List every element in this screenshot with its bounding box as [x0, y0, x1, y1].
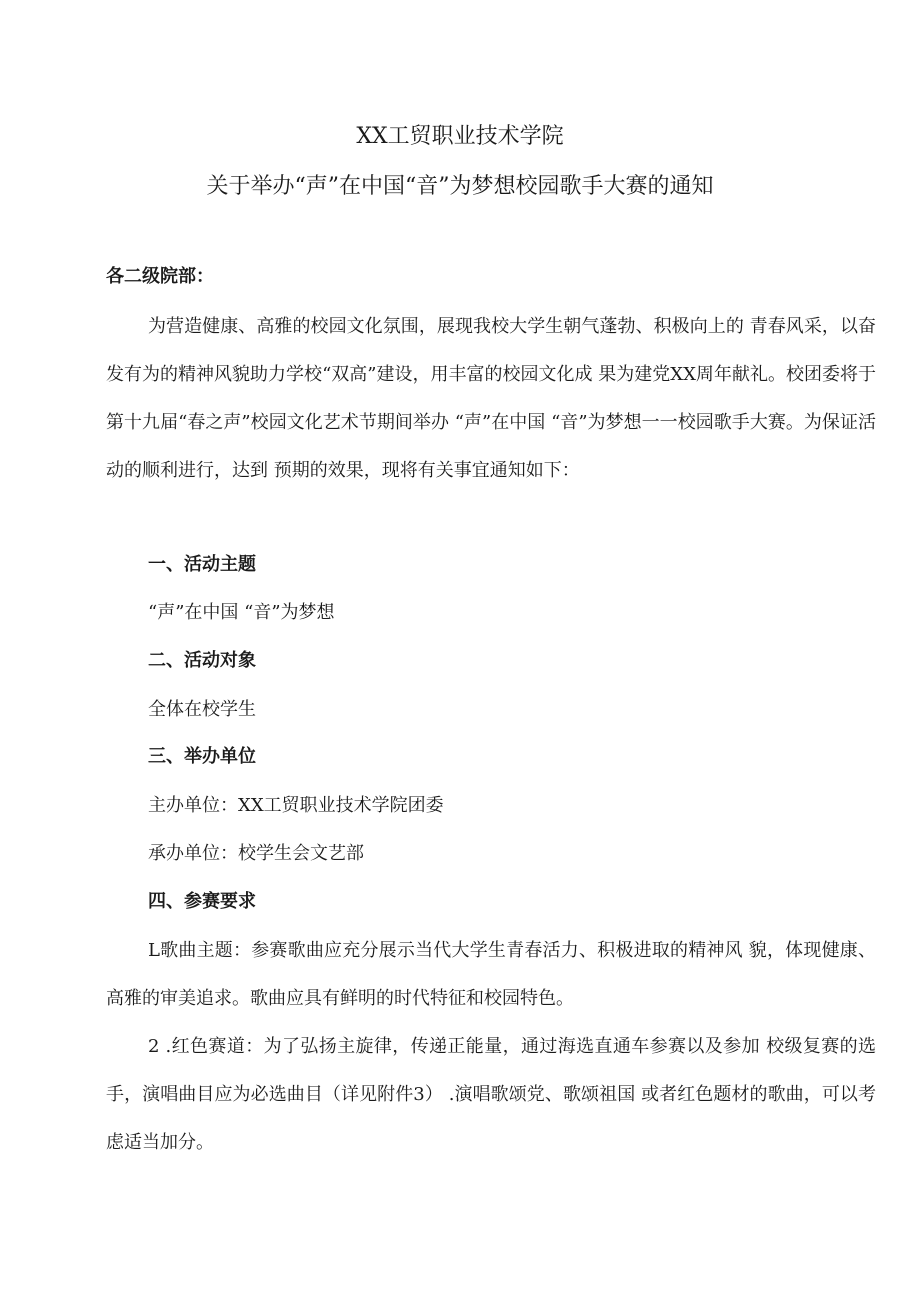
section-heading-requirements: 四、参赛要求: [148, 891, 256, 912]
requirement-paragraph-red-track: 2 .红色赛道：为了弘扬主旋律，传递正能量，通过海选直通车参赛以及参加 校级复赛的选手，演唱曲目应为必选曲目（详见附件3） .演唱歌颂党、歌颂祖国 或者红色题材的歌曲，可以考虑适当加分。: [106, 1036, 876, 1153]
section-text-theme: “声”在中国 “音”为梦想: [148, 602, 335, 623]
document-title-notice: 关于举办“声”在中国“音”为梦想校园歌手大赛的通知: [206, 174, 714, 199]
section-text-organizer: 承办单位：校学生会文艺部: [148, 843, 364, 864]
salutation: 各二级院部：: [106, 266, 214, 287]
section-heading-theme: 一、活动主题: [148, 554, 256, 575]
document-title-institution: XX工贸职业技术学院: [356, 124, 564, 149]
section-heading-organizers: 三、举办单位: [148, 746, 256, 767]
intro-paragraph: 为营造健康、高雅的校园文化氛围，展现我校大学生朝气蓬勃、积极向上的 青春风采，以奋发有为的精神风貌助力学校“双高”建设，用丰富的校园文化成 果为建党XX周年献礼。校团委将于第十九届“春之声”校园文化艺术节期间举办 “声”在中国 “音”为梦想一一校园歌手大赛。为保证活动的顺利进行，达到 预期的效果，现将有关事宜通知如下：: [106, 316, 876, 481]
section-text-host: 主办单位：XX工贸职业技术学院团委: [148, 795, 444, 816]
requirement-paragraph-song-theme: L歌曲主题：参赛歌曲应充分展示当代大学生青春活力、积极进取的精神风 貌，体现健康、高雅的审美追求。歌曲应具有鲜明的时代特征和校园特色。: [106, 940, 876, 1009]
section-text-audience: 全体在校学生: [148, 699, 256, 720]
section-heading-audience: 二、活动对象: [148, 650, 256, 671]
